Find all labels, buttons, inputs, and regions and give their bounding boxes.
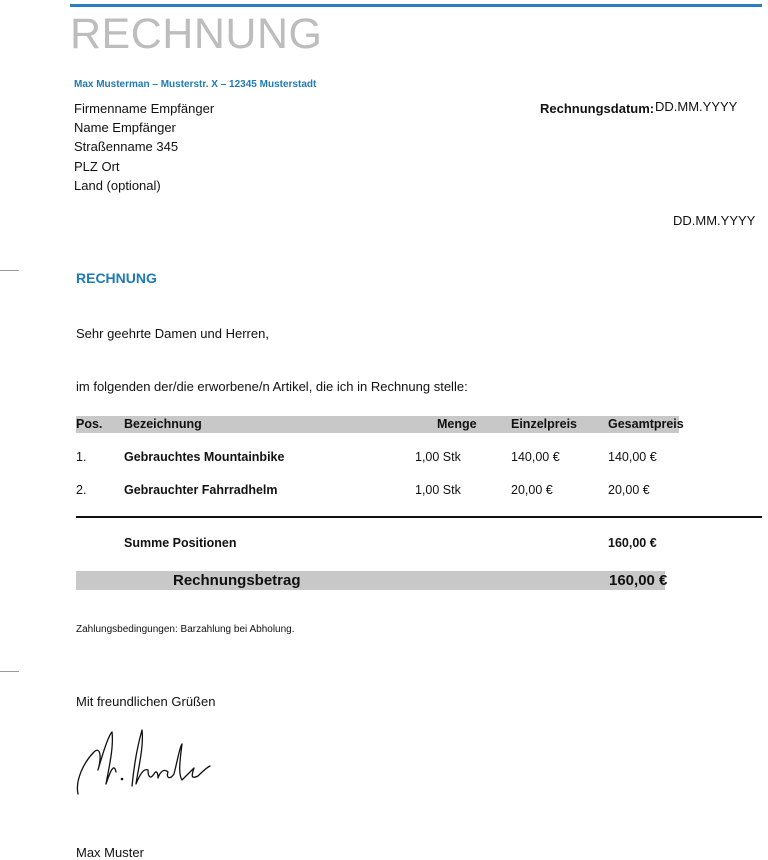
table-row-2-total-price: 20,00 € [608,483,650,497]
recipient-company: Firmenname Empfänger [74,101,215,116]
fold-mark-bottom [0,671,19,672]
invoice-total-value: 160,00 € [609,572,668,589]
document-title: RECHNUNG [70,10,323,58]
letter-date: DD.MM.YYYY [673,213,756,228]
fold-mark-top [0,270,19,271]
table-row-1-quantity: 1,00 Stk [415,450,461,464]
table-row-2-quantity: 1,00 Stk [415,483,461,497]
column-header-total-price: Gesamtpreis [608,417,684,431]
salutation: Sehr geehrte Damen und Herren, [76,326,269,341]
column-header-unit-price: Einzelpreis [511,417,577,431]
signer-name: Max Muster [76,845,144,860]
signature-image [72,722,222,806]
payment-terms: Zahlungsbedingungen: Barzahlung bei Abholung. [76,624,295,635]
recipient-name: Name Empfänger [74,120,176,136]
sender-address-line: Max Musterman – Musterstr. X – 12345 Musterstadt [74,79,317,90]
closing-greeting: Mit freundlichen Grüßen [76,694,216,709]
table-row-1-total-price: 140,00 € [608,450,657,464]
table-row-1-unit-price: 140,00 € [511,450,560,464]
table-row-2-pos: 2. [76,483,87,497]
column-header-quantity: Menge [437,417,477,431]
invoice-date-value: DD.MM.YYYY [655,99,738,114]
recipient-street: Straßenname 345 [74,139,179,155]
invoice-total-bar [76,571,668,590]
column-header-description: Bezeichnung [124,417,202,431]
recipient-country: Land (optional) [74,177,161,193]
table-row-1-pos: 1. [76,450,87,464]
recipient-city: PLZ Ort [74,158,120,174]
invoice-date-label: Rechnungsdatum: [540,101,655,116]
table-row-2-unit-price: 20,00 € [511,483,553,497]
table-row-1-description: Gebrauchtes Mountainbike [124,450,285,464]
table-row-2-description: Gebrauchter Fahrradhelm [124,483,278,497]
table-sum-rule [76,516,762,518]
subject-heading: RECHNUNG [76,270,157,286]
sum-positions-value: 160,00 € [608,536,657,550]
intro-text: im folgenden der/die erworbene/n Artikel, die ich in Rechnung stelle: [76,379,468,394]
column-header-pos: Pos. [76,417,103,431]
recipient-address [74,99,214,195]
header-rule [70,4,762,7]
sum-positions-label: Summe Positionen [124,536,237,550]
invoice-total-label: Rechnungsbetrag [173,572,301,589]
